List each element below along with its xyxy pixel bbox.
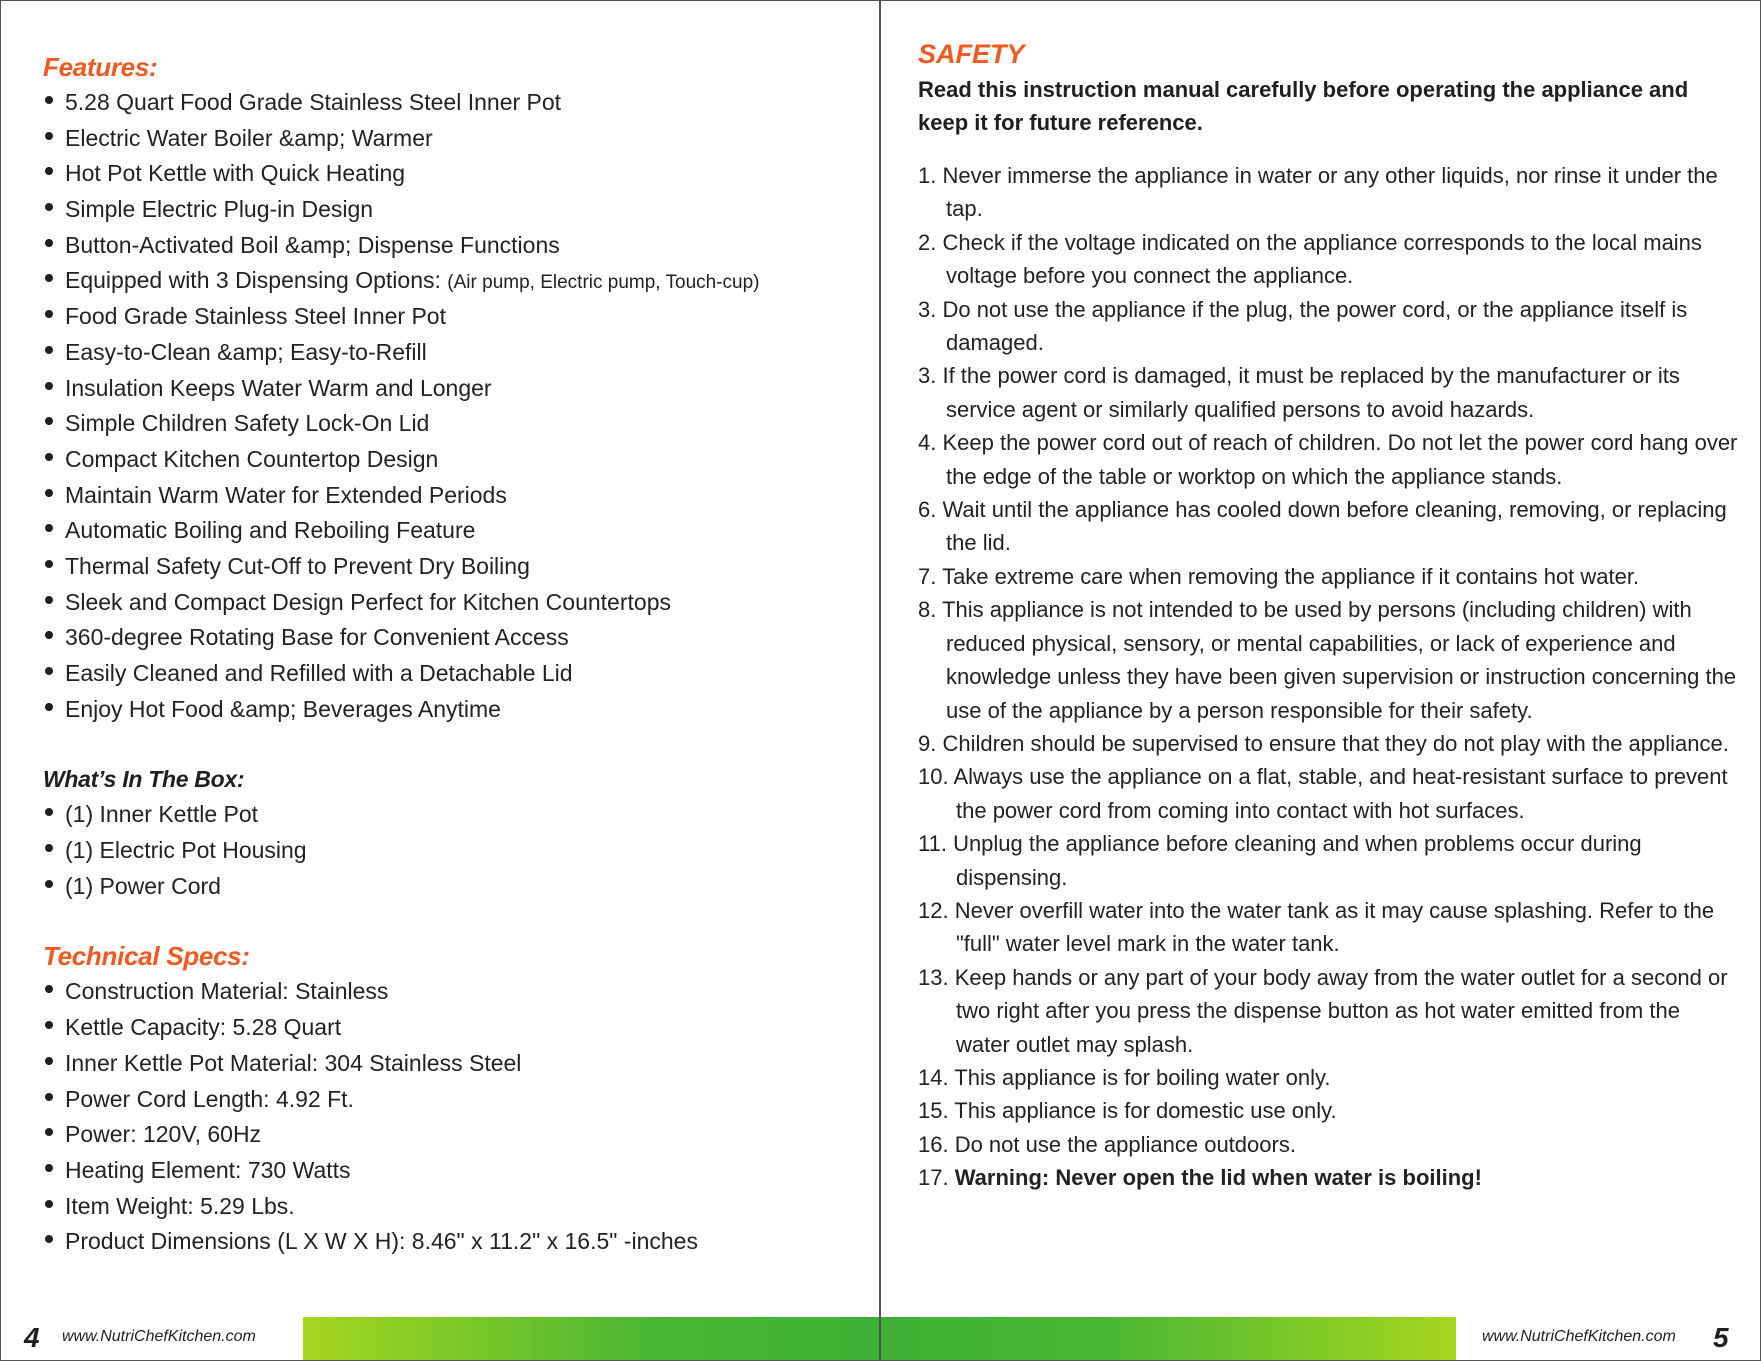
safety-rule: 9. Children should be supervised to ensure that they do not play with the appliance. — [918, 730, 1729, 756]
feature-item — [43, 263, 863, 299]
spec-item: Power: 120V, 60Hz — [43, 1117, 863, 1153]
warning-number: 17. — [918, 1165, 955, 1191]
spec-item: Inner Kettle Pot Material: 304 Stainless Steel — [43, 1046, 863, 1082]
safety-rule: 11. Unplug the appliance before cleaning and when problems occur during dispensing. — [918, 831, 1642, 890]
box-title: What’s In The Box: — [43, 766, 245, 793]
safety-rule: 16. Do not use the appliance outdoors. — [918, 1131, 1296, 1157]
feature-item: Electric Water Boiler &amp; Warmer — [43, 121, 863, 157]
features-title: Features: — [43, 52, 158, 82]
safety-rule: 7. Take extreme care when removing the appliance if it contains hot water. — [918, 563, 1640, 589]
spec-item: Heating Element: 730 Watts — [43, 1153, 863, 1189]
spec-item: Power Cord Length: 4.92 Ft. — [43, 1082, 863, 1118]
box-list — [43, 797, 863, 904]
safety-rule: 15. This appliance is for domestic use only. — [918, 1098, 1337, 1124]
website-left: www.NutriChefKitchen.com — [62, 1328, 256, 1345]
safety-rule: 14. This appliance is for boiling water only. — [918, 1064, 1331, 1090]
website-right: www.NutriChefKitchen.com — [1482, 1328, 1676, 1345]
feature-item: Sleek and Compact Design Perfect for Kitchen Countertops — [43, 585, 863, 621]
safety-rule: 1. Never immerse the appliance in water or any other liquids, nor rinse it under the tap. — [918, 163, 1718, 222]
safety-title: SAFETY — [918, 39, 1025, 69]
feature-item: Compact Kitchen Countertop Design — [43, 442, 863, 478]
safety-rule: 10. Always use the appliance on a flat, stable, and heat-resistant surface to prevent the power cord from coming into contact with hot surfaces. — [918, 764, 1728, 823]
feature-item: Food Grade Stainless Steel Inner Pot — [43, 299, 863, 335]
right-page — [880, 0, 1761, 1361]
dispensing-options-detail: (Air pump, Electric pump, Touch-cup) — [447, 272, 760, 294]
specs-list — [43, 974, 863, 1260]
safety-rule: 2. Check if the voltage indicated on the appliance corresponds to the local mains voltage before you connect the appliance. — [918, 229, 1702, 289]
feature-item: 360-degree Rotating Base for Convenient Access — [43, 620, 863, 656]
left-content — [43, 49, 863, 1260]
feature-item: Easy-to-Clean &amp; Easy-to-Refill — [43, 335, 863, 371]
safety-rules-list — [918, 159, 1738, 1195]
spec-item: Construction Material: Stainless — [43, 974, 863, 1010]
safety-rule: 3. If the power cord is damaged, it must be replaced by the manufacturer or its service agent or similarly qualified persons to avoid hazards. — [918, 363, 1680, 422]
feature-item: 5.28 Quart Food Grade Stainless Steel Inner Pot — [43, 85, 863, 121]
spec-item: Product Dimensions (L X W X H): 8.46" x 11.2" x 16.5" -inches — [43, 1224, 863, 1260]
spec-item: Kettle Capacity: 5.28 Quart — [43, 1010, 863, 1046]
safety-rule: 8. This appliance is not intended to be used by persons (including children) with reduced physical, sensory, or mental capabilities, or lack of experience and knowledge unless they have been given supervision or instruction concerning the use of the appliance by a person responsible for their safety. — [918, 597, 1737, 723]
page-spine — [879, 0, 881, 1361]
right-content — [918, 35, 1738, 1195]
feature-text: Equipped with 3 Dispensing Options: — [65, 267, 448, 294]
features-list — [43, 85, 863, 727]
specs-title: Technical Specs: — [43, 941, 250, 972]
box-item: (1) Power Cord — [43, 869, 863, 905]
safety-rule: 6. Wait until the appliance has cooled down before cleaning, removing, or replacing the lid. — [918, 497, 1727, 556]
feature-item: Button-Activated Boil &amp; Dispense Functions — [43, 228, 863, 264]
safety-intro: Read this instruction manual carefully before operating the appliance and keep it for future reference. — [918, 77, 1689, 135]
box-item: (1) Electric Pot Housing — [43, 833, 863, 869]
feature-item: Hot Pot Kettle with Quick Heating — [43, 156, 863, 192]
warning-text: Warning: Never open the lid when water is boiling! — [954, 1165, 1482, 1191]
safety-rule-warning — [918, 1161, 1738, 1194]
feature-item: Simple Children Safety Lock-On Lid — [43, 406, 863, 442]
feature-item: Easily Cleaned and Refilled with a Detachable Lid — [43, 656, 863, 692]
safety-rule: 12. Never overfill water into the water tank as it may cause splashing. Refer to the "full" water level mark in the water tank. — [918, 897, 1715, 957]
left-page — [0, 0, 880, 1361]
page-number-right: 5 — [1713, 1322, 1729, 1353]
feature-item: Insulation Keeps Water Warm and Longer — [43, 371, 863, 407]
feature-item: Enjoy Hot Food &amp; Beverages Anytime — [43, 692, 863, 728]
feature-item: Simple Electric Plug-in Design — [43, 192, 863, 228]
page-number-left: 4 — [24, 1322, 40, 1353]
box-item: (1) Inner Kettle Pot — [43, 797, 863, 833]
safety-rule: 4. Keep the power cord out of reach of children. Do not let the power cord hang over the edge of the table or worktop on which the appliance stands. — [918, 430, 1738, 489]
feature-item: Maintain Warm Water for Extended Periods — [43, 478, 863, 514]
safety-rule: 3. Do not use the appliance if the plug, the power cord, or the appliance itself is damaged. — [918, 296, 1688, 356]
safety-rule: 13. Keep hands or any part of your body away from the water outlet for a second or two right after you press the dispense button as hot water emitted from the water outlet may splash. — [918, 964, 1728, 1057]
feature-item: Thermal Safety Cut-Off to Prevent Dry Boiling — [43, 549, 863, 585]
spec-item: Item Weight: 5.29 Lbs. — [43, 1189, 863, 1225]
feature-item: Automatic Boiling and Reboiling Feature — [43, 513, 863, 549]
